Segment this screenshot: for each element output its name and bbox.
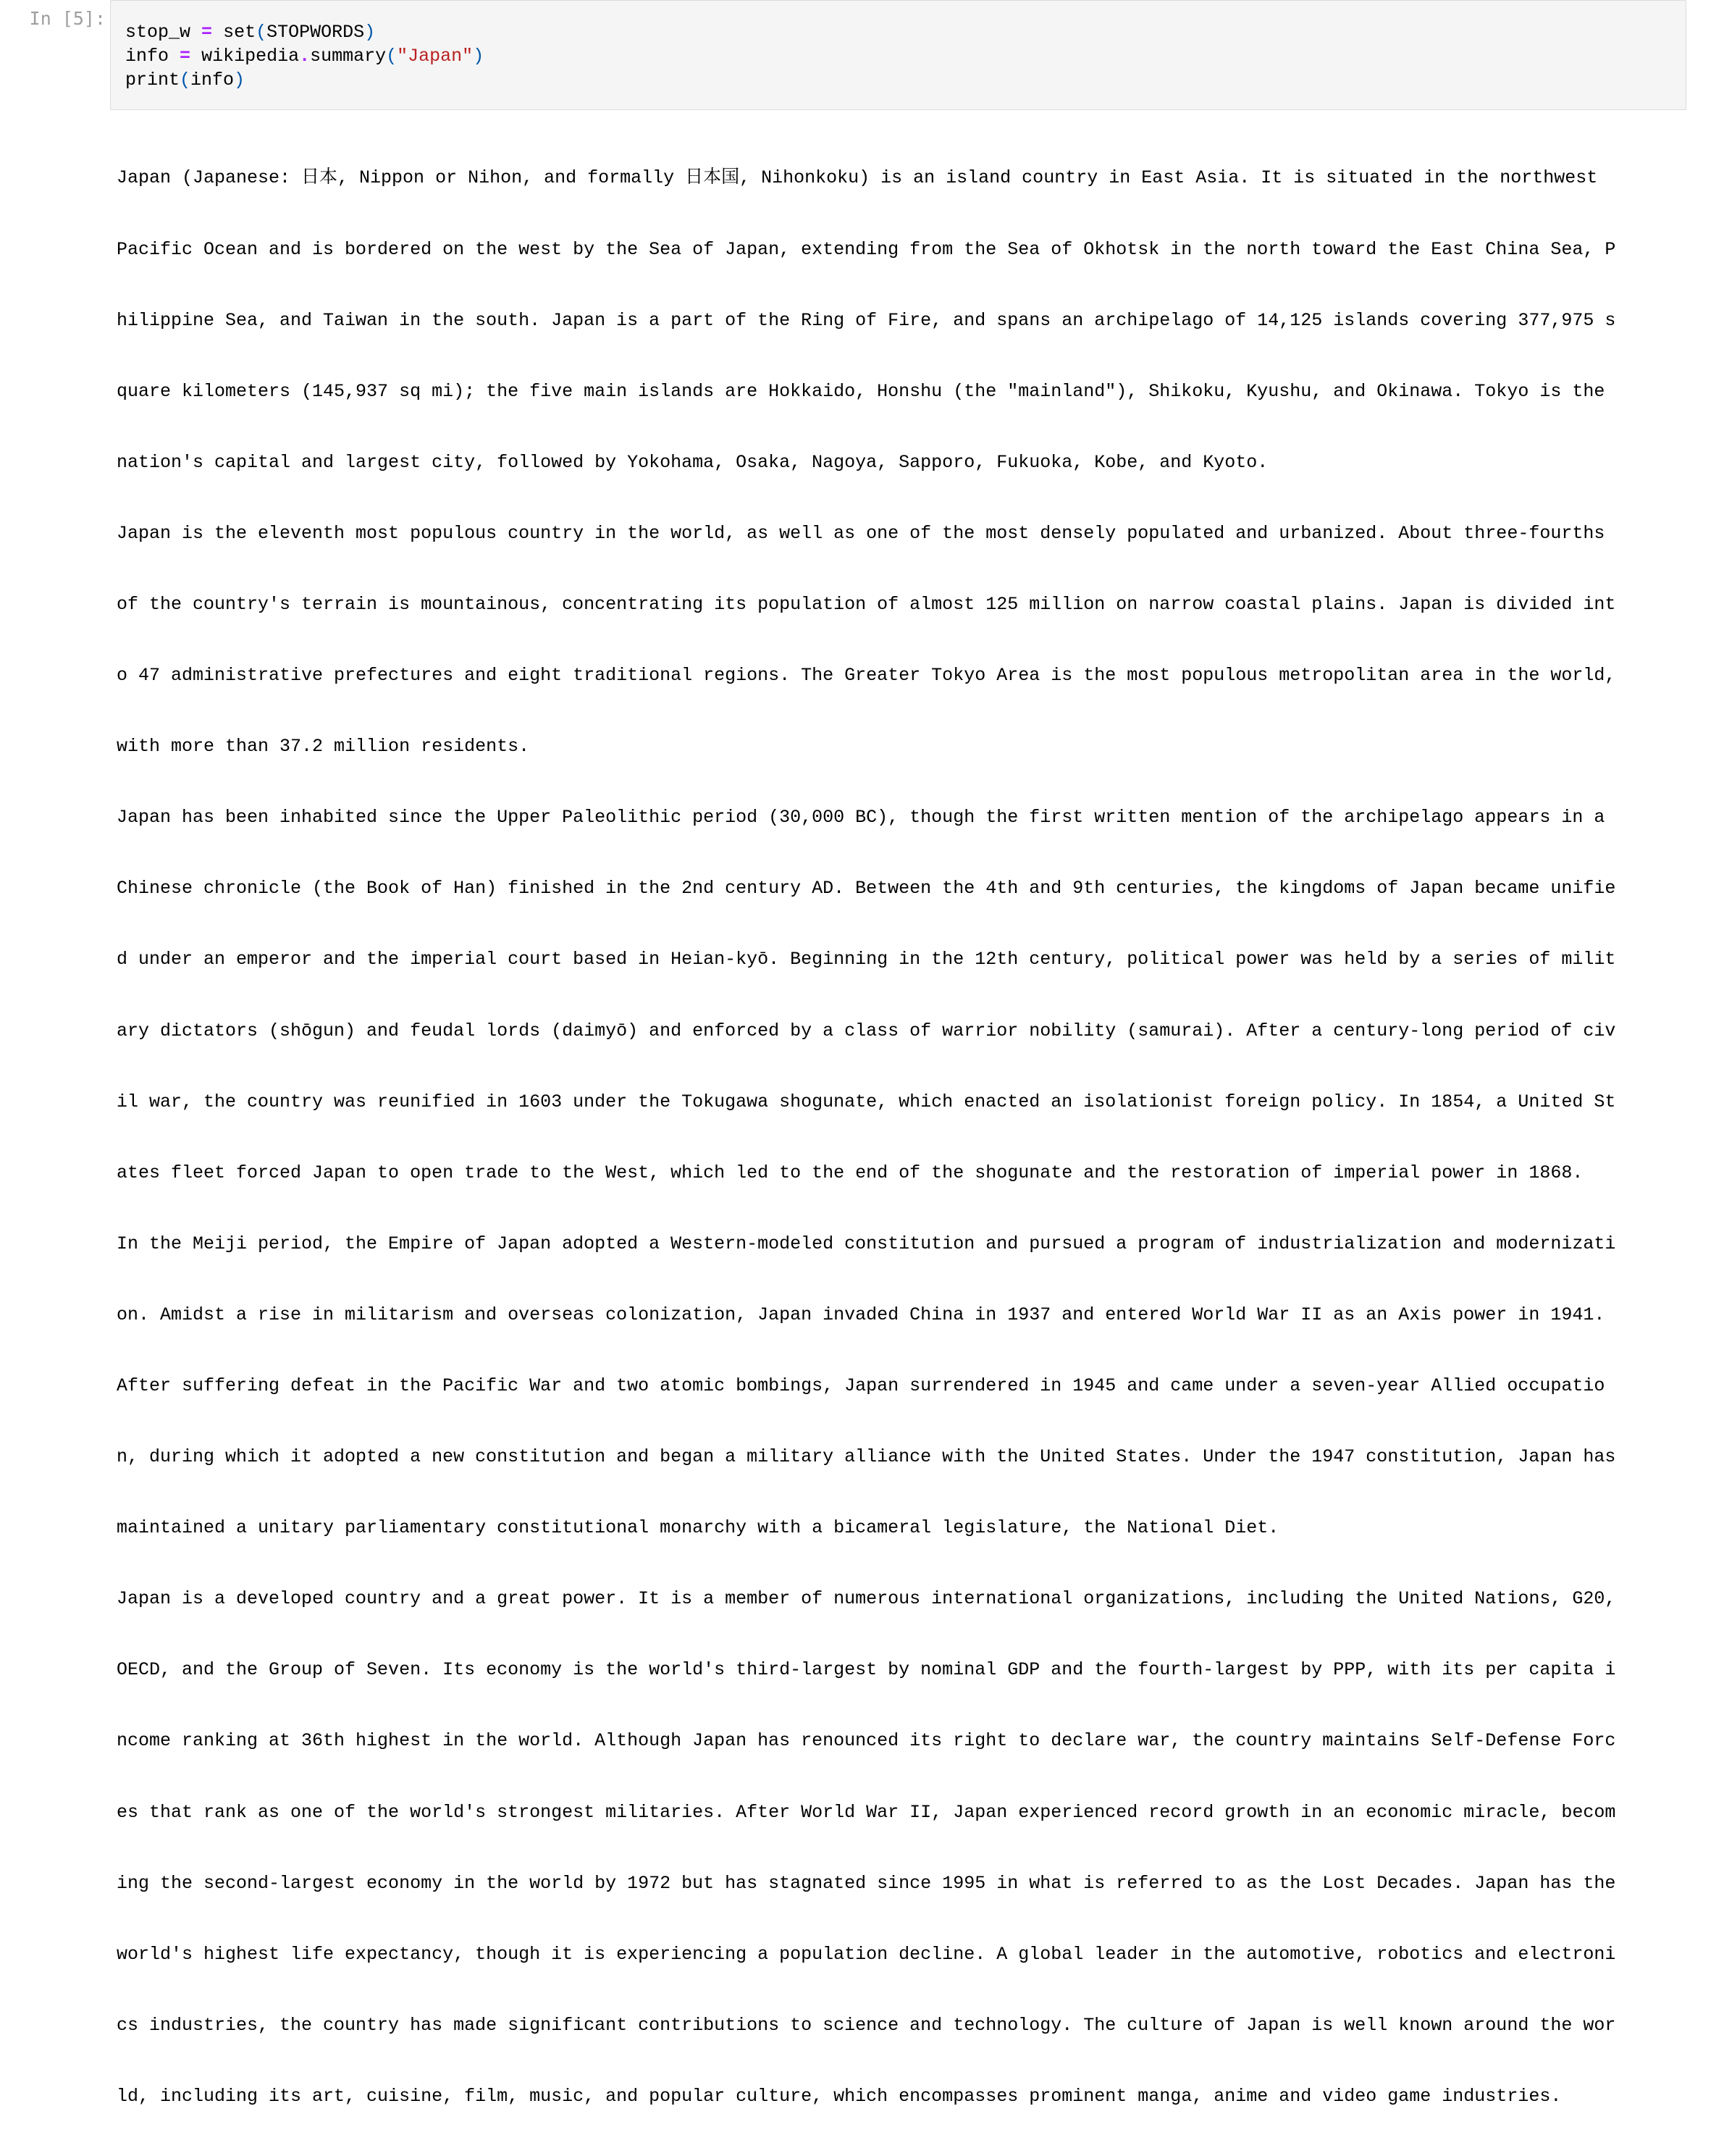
output-line: n, during which it adopted a new constitution and began a military alliance with the United States. Under the 1947 constitution, Japan has	[117, 1446, 1616, 1468]
output-line: Japan (Japanese: 日本, Nippon or Nihon, and formally 日本国, Nihonkoku) is an island country in East Asia. It is situated in the northwest	[117, 167, 1598, 189]
output-line: ary dictators (shōgun) and feudal lords (daimyō) and enforced by a class of warrior nobility (samurai). After a century-long period of civ	[117, 1020, 1616, 1041]
output-line: maintained a unitary parliamentary constitutional monarchy with a bicameral legislature, the National Diet.	[117, 1517, 1279, 1539]
output-line: In the Meiji period, the Empire of Japan adopted a Western-modeled constitution and pursued a program of industrialization and modernizati	[117, 1233, 1616, 1254]
code-token-operator: =	[180, 46, 191, 67]
code-token-object: wikipedia	[201, 46, 300, 67]
output-line: o 47 administrative prefectures and eight traditional regions. The Greater Tokyo Area is the most populous metropolitan area in the world,	[117, 665, 1616, 687]
code-token-func: print	[125, 70, 180, 91]
output-line: of the country's terrain is mountainous, concentrating its population of almost 125 million on narrow coastal plains. Japan is divided int	[117, 593, 1616, 615]
output-line: Japan is a developed country and a great power. It is a member of numerous international organizations, including the United Nations, G20,	[117, 1588, 1616, 1610]
code-token-var: info	[125, 46, 169, 67]
output-line: cs industries, the country has made significant contributions to science and technology. The culture of Japan is well known around the wor	[117, 2014, 1616, 2036]
output-line: ates fleet forced Japan to open trade to the West, which led to the end of the shogunate and the restoration of imperial power in 1868.	[117, 1162, 1584, 1183]
output-line: world's highest life expectancy, though it is experiencing a population decline. A global leader in the automotive, robotics and electroni	[117, 1943, 1616, 1965]
cell-output	[117, 119, 1695, 2156]
code-token-paren: )	[234, 70, 245, 91]
code-editor[interactable]	[125, 20, 484, 92]
code-token-operator: =	[201, 22, 213, 43]
output-line: ncome ranking at 36th highest in the world. Although Japan has renounced its right to declare war, the country maintains Self-Defense Forc	[117, 1730, 1616, 1752]
code-line-2	[125, 46, 484, 67]
code-token-dot: .	[299, 46, 311, 67]
output-line: nation's capital and largest city, followed by Yokohama, Osaka, Nagoya, Sapporo, Fukuoka, Kobe, and Kyoto.	[117, 451, 1269, 473]
output-line: Chinese chronicle (the Book of Han) finished in the 2nd century AD. Between the 4th and 9th centuries, the kingdoms of Japan became unifie	[117, 878, 1616, 899]
code-token-call: set	[223, 22, 256, 43]
code-token-paren: )	[473, 46, 484, 67]
code-token-string: "Japan"	[397, 46, 474, 67]
code-input-area[interactable]	[110, 0, 1686, 110]
output-line: After suffering defeat in the Pacific War and two atomic bombings, Japan surrendered in 1945 and came under a seven-year Allied occupatio	[117, 1375, 1605, 1396]
output-line: quare kilometers (145,937 sq mi); the five main islands are Hokkaido, Honshu (the "mainland"), Shikoku, Kyushu, and Okinawa. Tokyo is the	[117, 380, 1605, 402]
code-token-method: summary	[310, 46, 387, 67]
output-line: es that rank as one of the world's strongest militaries. After World War II, Japan experienced record growth in an economic miracle, becom	[117, 1801, 1616, 1823]
output-line: d under an emperor and the imperial court based in Heian-kyō. Beginning in the 12th century, political power was held by a series of milit	[117, 949, 1616, 970]
output-line: Pacific Ocean and is bordered on the west by the Sea of Japan, extending from the Sea of Okhotsk in the north toward the East China Sea, P	[117, 238, 1616, 260]
code-token-var: stop_w	[125, 22, 191, 43]
output-line: hilippine Sea, and Taiwan in the south. Japan is a part of the Ring of Fire, and spans an archipelago of 14,125 islands covering 377,975 s	[117, 309, 1616, 331]
code-line-3	[125, 70, 245, 91]
output-line: il war, the country was reunified in 1603 under the Tokugawa shogunate, which enacted an isolationist foreign policy. In 1854, a United St	[117, 1091, 1616, 1112]
output-line: ing the second-largest economy in the world by 1972 but has stagnated since 1995 in what is referred to as the Lost Decades. Japan has the	[117, 1872, 1616, 1894]
code-token-paren: (	[180, 70, 191, 91]
code-token-arg: STOPWORDS	[266, 22, 365, 43]
output-line: Japan has been inhabited since the Upper Paleolithic period (30,000 BC), though the first written mention of the archipelago appears in a	[117, 807, 1605, 829]
code-line-1	[125, 22, 375, 43]
code-token-arg: info	[190, 70, 235, 91]
output-line: Japan is the eleventh most populous country in the world, as well as one of the most densely populated and urbanized. About three-fourths	[117, 522, 1605, 544]
code-token-paren: (	[256, 22, 267, 43]
output-line: with more than 37.2 million residents.	[117, 736, 530, 758]
output-line: on. Amidst a rise in militarism and overseas colonization, Japan invaded China in 1937 and entered World War II as an Axis power in 1941.	[117, 1304, 1605, 1325]
input-prompt: In [5]:	[29, 8, 106, 29]
output-line: ld, including its art, cuisine, film, music, and popular culture, which encompasses prominent manga, anime and video game industries.	[117, 2085, 1562, 2107]
code-token-paren: (	[386, 46, 398, 67]
output-line: OECD, and the Group of Seven. Its economy is the world's third-largest by nominal GDP and the fourth-largest by PPP, with its per capita i	[117, 1659, 1616, 1681]
code-token-paren: )	[364, 22, 376, 43]
